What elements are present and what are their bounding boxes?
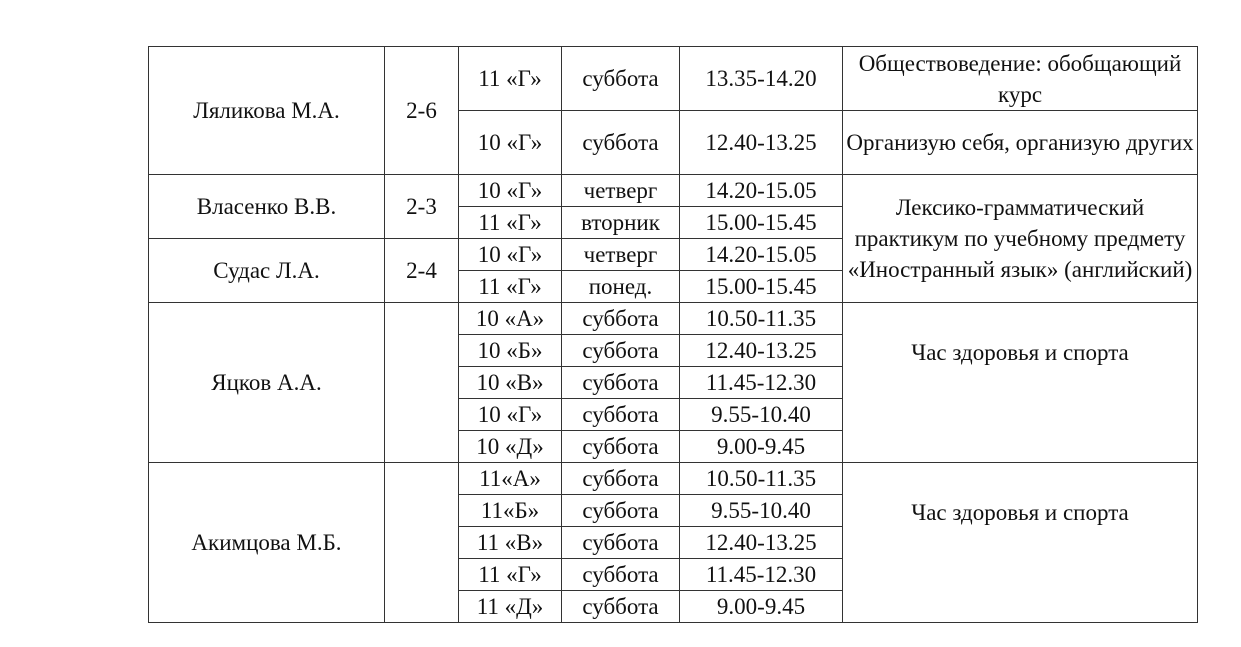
schedule-table xyxy=(148,46,1198,623)
time-cell: 12.40-13.25 xyxy=(680,527,843,559)
teacher-name: Яцков А.А. xyxy=(149,303,385,463)
time-cell: 12.40-13.25 xyxy=(680,335,843,367)
class-cell: 10 «Д» xyxy=(459,431,562,463)
time-cell: 15.00-15.45 xyxy=(680,207,843,239)
teacher-name: Власенко В.В. xyxy=(149,175,385,239)
class-cell: 11«А» xyxy=(459,463,562,495)
class-cell: 10 «В» xyxy=(459,367,562,399)
day-cell: суббота xyxy=(562,527,680,559)
day-cell: суббота xyxy=(562,335,680,367)
day-cell: суббота xyxy=(562,111,680,175)
day-cell: четверг xyxy=(562,239,680,271)
day-cell: суббота xyxy=(562,47,680,111)
table-row xyxy=(149,47,1198,111)
table-row xyxy=(149,463,1198,495)
time-cell: 9.55-10.40 xyxy=(680,495,843,527)
day-cell: вторник xyxy=(562,207,680,239)
day-cell: суббота xyxy=(562,591,680,623)
class-cell: 10 «Г» xyxy=(459,399,562,431)
class-cell: 10 «Г» xyxy=(459,175,562,207)
class-cell: 10 «Г» xyxy=(459,111,562,175)
class-cell: 11 «Г» xyxy=(459,559,562,591)
class-cell: 10 «А» xyxy=(459,303,562,335)
time-cell: 13.35-14.20 xyxy=(680,47,843,111)
day-cell: суббота xyxy=(562,367,680,399)
hours-cell xyxy=(385,303,459,463)
class-cell: 11 «В» xyxy=(459,527,562,559)
time-cell: 15.00-15.45 xyxy=(680,271,843,303)
hours-cell: 2-6 xyxy=(385,47,459,175)
subject-cell: Обществоведение: обобщающий курс xyxy=(843,47,1198,111)
class-cell: 10 «Г» xyxy=(459,239,562,271)
day-cell: суббота xyxy=(562,431,680,463)
day-cell: четверг xyxy=(562,175,680,207)
teacher-name: Судас Л.А. xyxy=(149,239,385,303)
day-cell: суббота xyxy=(562,399,680,431)
subject-cell: Час здоровья и спорта xyxy=(843,463,1198,623)
day-cell: суббота xyxy=(562,303,680,335)
class-cell: 11«Б» xyxy=(459,495,562,527)
time-cell: 10.50-11.35 xyxy=(680,303,843,335)
day-cell: суббота xyxy=(562,559,680,591)
hours-cell: 2-3 xyxy=(385,175,459,239)
time-cell: 10.50-11.35 xyxy=(680,463,843,495)
teacher-name: Акимцова М.Б. xyxy=(149,463,385,623)
class-cell: 11 «Д» xyxy=(459,591,562,623)
table-row xyxy=(149,175,1198,207)
table-row xyxy=(149,303,1198,335)
hours-cell xyxy=(385,463,459,623)
time-cell: 11.45-12.30 xyxy=(680,367,843,399)
time-cell: 14.20-15.05 xyxy=(680,175,843,207)
teacher-name: Ляликова М.А. xyxy=(149,47,385,175)
day-cell: суббота xyxy=(562,495,680,527)
class-cell: 11 «Г» xyxy=(459,47,562,111)
day-cell: понед. xyxy=(562,271,680,303)
time-cell: 9.00-9.45 xyxy=(680,431,843,463)
class-cell: 11 «Г» xyxy=(459,271,562,303)
time-cell: 14.20-15.05 xyxy=(680,239,843,271)
time-cell: 11.45-12.30 xyxy=(680,559,843,591)
hours-cell: 2-4 xyxy=(385,239,459,303)
time-cell: 9.00-9.45 xyxy=(680,591,843,623)
time-cell: 9.55-10.40 xyxy=(680,399,843,431)
subject-cell: Организую себя, организую других xyxy=(843,111,1198,175)
class-cell: 11 «Г» xyxy=(459,207,562,239)
subject-cell: Час здоровья и спорта xyxy=(843,303,1198,463)
subject-cell: Лексико-грамматический практикум по учебному предмету «Иностранный язык» (английский) xyxy=(843,175,1198,303)
time-cell: 12.40-13.25 xyxy=(680,111,843,175)
day-cell: суббота xyxy=(562,463,680,495)
class-cell: 10 «Б» xyxy=(459,335,562,367)
